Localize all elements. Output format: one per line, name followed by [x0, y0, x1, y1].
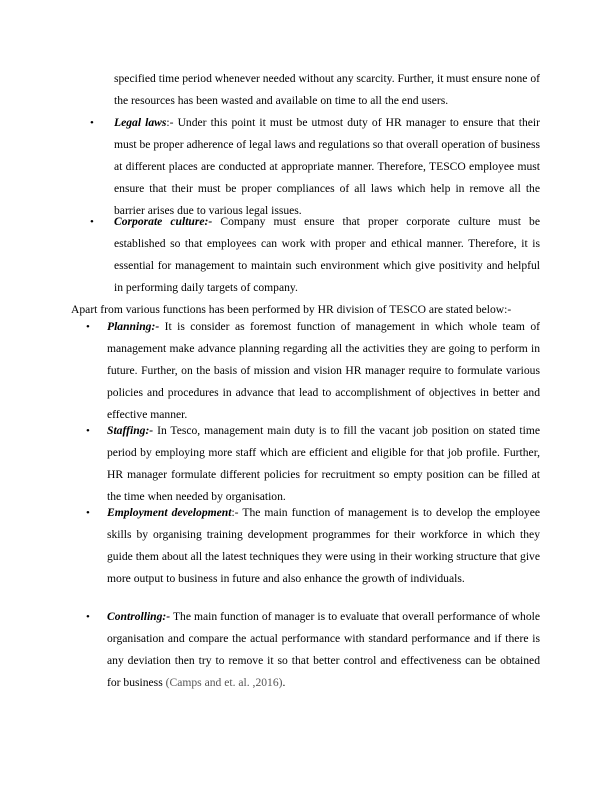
list-item-term: Staffing:-: [107, 424, 154, 437]
list-item-text: [114, 112, 540, 222]
list-item-body: The main function of manager is to evaluate that overall performance of whole organisation and compare the actual performance with standard performance and if there is any deviation then try to remove it so that better control and effectiveness can be obtained for business: [107, 610, 540, 689]
list-item-term: Employment development: [107, 506, 232, 519]
bullet-icon: •: [86, 611, 90, 623]
continuation-paragraph: specified time period whenever needed without any scarcity. Further, it must ensure none of the resources has been wasted and available on time to all the end users.: [114, 72, 541, 107]
bullet-icon: •: [90, 216, 94, 228]
list-item-legal-laws: [90, 112, 540, 222]
term-separator: :-: [231, 506, 243, 519]
list-item-text: [107, 606, 540, 694]
list-item-term: Corporate culture:-: [114, 215, 213, 228]
list-item-corporate-culture: [90, 211, 540, 299]
bullet-icon: •: [86, 321, 90, 333]
bullet-icon: •: [86, 507, 90, 519]
list-item-body: The main function of management is to develop the employee skills by organising training development programmes for their workforce in which they guide them about all the latest techniques they were using in their working structure that give more output to business in future and also enhance the growth of individuals.: [107, 506, 540, 585]
list-item-body: It is consider as foremost function of management in which whole team of management make advance planning regarding all the activities they are going to perform in future. Further, on the basis of mission and vision HR manager require to formulate various policies and procedures in advance that lead to accomplishment of objectives in better and effective manner.: [107, 320, 540, 421]
list-item-text: [107, 502, 540, 590]
list-item-body: Under this point it must be utmost duty of HR manager to ensure that their must be proper adherence of legal laws and regulations so that overall operation of business at different places are conducted at appropriate manner. Therefore, TESCO employee must ensure that their must be proper compliances of all laws which help in remove all the barrier arises due to various legal issues.: [114, 116, 540, 217]
citation: (Camps and et. al. ,2016): [165, 676, 283, 689]
bullet-icon: •: [86, 425, 90, 437]
bullet-icon: •: [90, 117, 94, 129]
term-separator: :-: [166, 116, 178, 129]
list-item-planning: [86, 316, 540, 426]
list-item-term: Legal laws: [114, 116, 167, 129]
list-item-employment-development: [86, 502, 540, 590]
list-item-text: [114, 211, 540, 299]
intro-paragraph: Apart from various functions has been performed by HR division of TESCO are stated below:-: [71, 303, 512, 316]
list-item-staffing: [86, 420, 540, 508]
list-item-controlling: [86, 606, 540, 694]
list-item-body: Company must ensure that proper corporate culture must be established so that employees can work with proper and ethical manner. Therefore, it is essential for management to maintain such environment which give positivity and helpful in performing daily targets of company.: [114, 215, 541, 294]
list-item-body: In Tesco, management main duty is to fill the vacant job position on stated time period by employing more staff which are efficient and eligible for that job profile. Further, HR manager formulate different policies for recruitment so empty position can be filled at the time when needed by organisation.: [107, 424, 540, 503]
list-item-text: [107, 420, 540, 508]
list-item-term: Planning:-: [107, 320, 160, 333]
list-item-term: Controlling:-: [107, 610, 171, 623]
list-item-text: [107, 316, 540, 426]
sentence-end: .: [282, 676, 286, 689]
